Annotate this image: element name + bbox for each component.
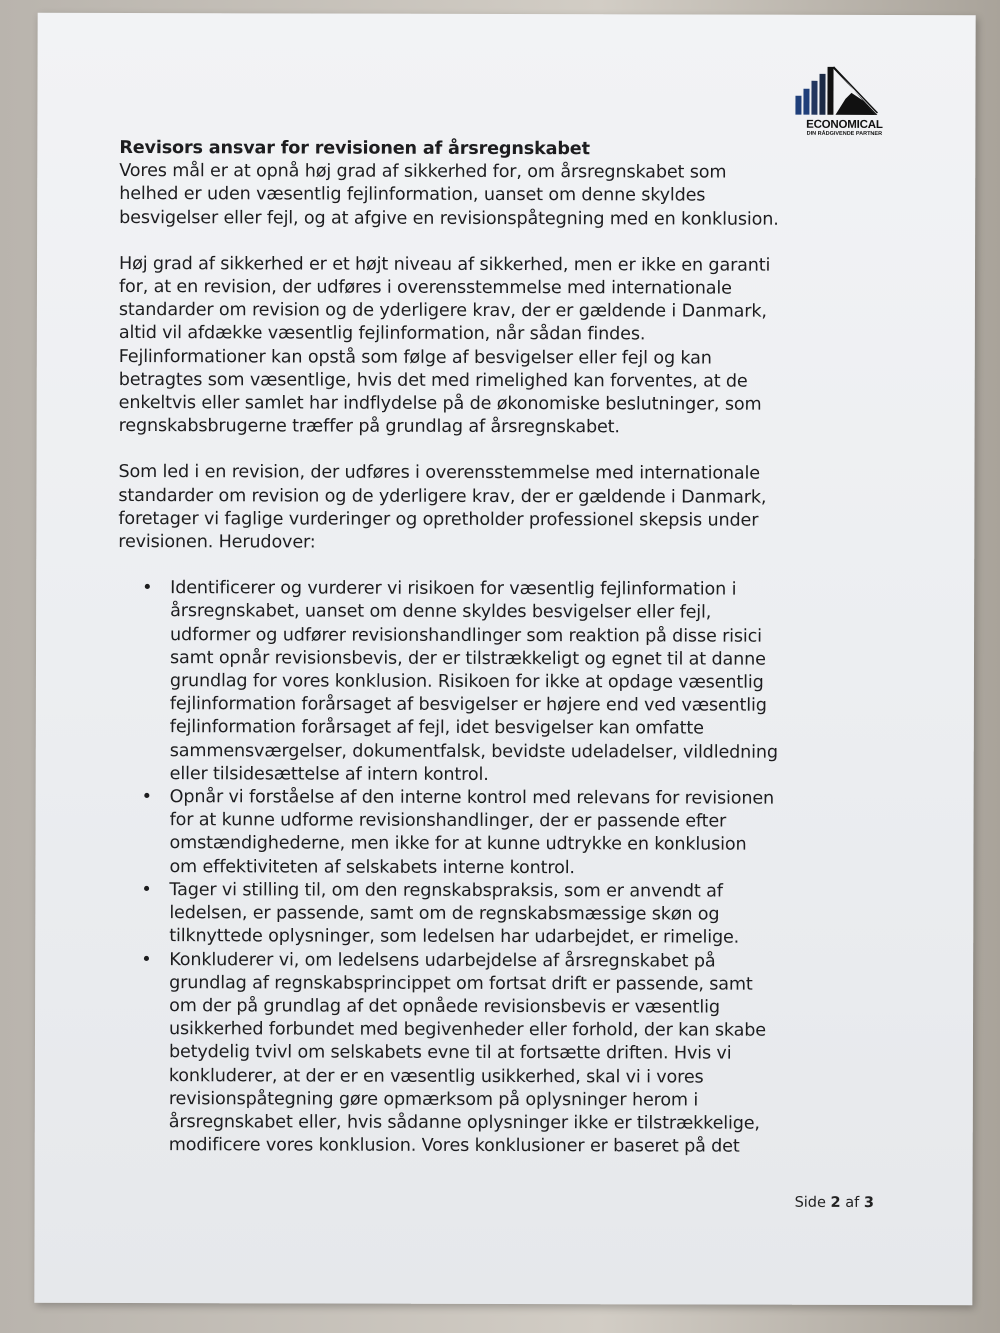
text-line: grundlag for vores konklusion. Risikoen for ikke at opdage væsentlig [169,671,764,693]
text-line: enkeltvis eller samlet har indflydelse på de økonomiske beslutninger, som [118,393,762,415]
paragraph [118,461,878,556]
text-line: besvigelser eller fejl, og at afgive en revisionspåtegning med en konklusion. [119,207,779,230]
logo-tagline: DIN RÅDGIVENDE PARTNER [806,130,883,137]
bullet-item [117,879,877,951]
page-sep: af [845,1194,860,1211]
bullet-item [118,577,879,788]
text-line: Høj grad af sikkerhed er et højt niveau af sikkerhed, men er ikke en garanti [119,253,771,276]
text-line: eller tilsidesættelse af intern kontrol. [169,763,489,785]
text-line: for, at en revision, der udføres i overensstemmelse med internationale [118,277,732,299]
text-line: standarder om revision og de yderligere krav, der er gældende i Danmark, [118,485,767,508]
text-line: årsregnskabet eller, hvis sådanne oplysninger ikke er tilstrækkelige, [168,1112,760,1134]
text-line: betragtes som væsentlige, hvis det med rimelighed kan forventes, at de [118,369,748,392]
text-line: • Konkluderer vi, om ledelsens udarbejdelse af årsregnskabet på [169,949,716,972]
text-line: for at kunne udforme revisionshandlinger, der er passende efter [169,810,727,832]
text-line: betydelig tvivl om selskabets evne til at fortsætte driften. Hvis vi [168,1042,732,1064]
text-line: fejlinformation forårsaget af besvigelser er højere end ved væsentlig [169,694,767,716]
text-line: usikkerhed forbundet med begivenheder eller forhold, der kan skabe [169,1019,767,1041]
text-line: udformer og udfører revisionshandlinger som reaktion på disse risici [170,624,762,647]
text-line: årsregnskabet, uanset om denne skyldes besvigelser eller fejl, [170,601,712,623]
text-line: om effektiviteten af selskabets interne kontrol. [169,856,575,878]
logo-name: ECONOMICAL [806,118,883,131]
company-logo [789,63,899,137]
text-line: revisionspåtegning gøre opmærksom på oplysninger herom i [168,1088,699,1111]
document-page [34,13,975,1305]
text-line: fejlinformation forårsaget af fejl, idet besvigelser kan omfatte [169,717,704,739]
text-line: modificere vores konklusion. Vores konklusioner er baseret på det [168,1135,740,1157]
document-body [117,137,880,1159]
text-line: Vores mål er at opnå høj grad af sikkerhed for, om årsregnskabet som [119,161,727,183]
text-line: helhed er uden væsentlig fejlinformation, uanset om denne skyldes [119,184,706,206]
text-line: samt opnår revisionsbevis, der er tilstrækkeligt og egnet til at danne [169,647,766,670]
text-line: regnskabsbrugerne træffer på grundlag af årsregnskabet. [118,416,620,438]
text-line: konkluderer, at der er en væsentlig usikkerhed, skal vi i vores [168,1065,704,1088]
text-line: • Identificerer og vurderer vi risikoen for væsentlig fejlinformation i [170,578,737,600]
page-number [795,1195,874,1211]
text-line: Fejlinformationer kan opstå som følge af besvigelser eller fejl og kan [118,346,712,369]
page-prefix: Side [794,1194,826,1211]
bullet-list [117,577,879,1159]
bullet-item [117,948,878,1159]
text-line: foretager vi faglige vurderinger og opretholder professionel skepsis under [118,508,759,531]
text-line: standarder om revision og de yderligere krav, der er gældende i Danmark, [118,300,767,322]
text-line: omstændighederne, men ikke for at kunne udtrykke en konklusion [169,833,747,856]
paragraph [119,253,879,441]
text-line: revisionen. Herudover: [118,532,316,553]
text-line: om der på grundlag af det opnåede revisionsbevis er væsentlig [169,996,720,1018]
bullet-item [117,786,877,881]
text-line: • Tager vi stilling til, om den regnskabspraksis, som er anvendt af [169,880,723,902]
text-line: altid vil afdække væsentlig fejlinformation, når sådan findes. [118,323,646,345]
total-pages: 3 [863,1194,874,1211]
text-line: ledelsen, er passende, samt om de regnskabsmæssige skøn og [169,903,720,925]
text-line: • Opnår vi forståelse af den interne kontrol med relevans for revisionen [169,787,775,809]
section-heading: Revisors ansvar for revisionen af årsregnskabet [119,137,590,160]
text-line: sammensværgelser, dokumentfalsk, bevidste udeladelser, vildledning [169,740,778,763]
text-line: Som led i en revision, der udføres i overensstemmelse med internationale [118,462,761,485]
current-page: 2 [830,1194,841,1211]
text-line: tilknyttede oplysninger, som ledelsen har udarbejdet, er rimelige. [169,926,740,948]
logo-bars-mountain-icon [789,63,899,115]
paragraph [119,160,879,232]
text-line: grundlag af regnskabsprincippet om fortsat drift er passende, samt [169,972,753,995]
